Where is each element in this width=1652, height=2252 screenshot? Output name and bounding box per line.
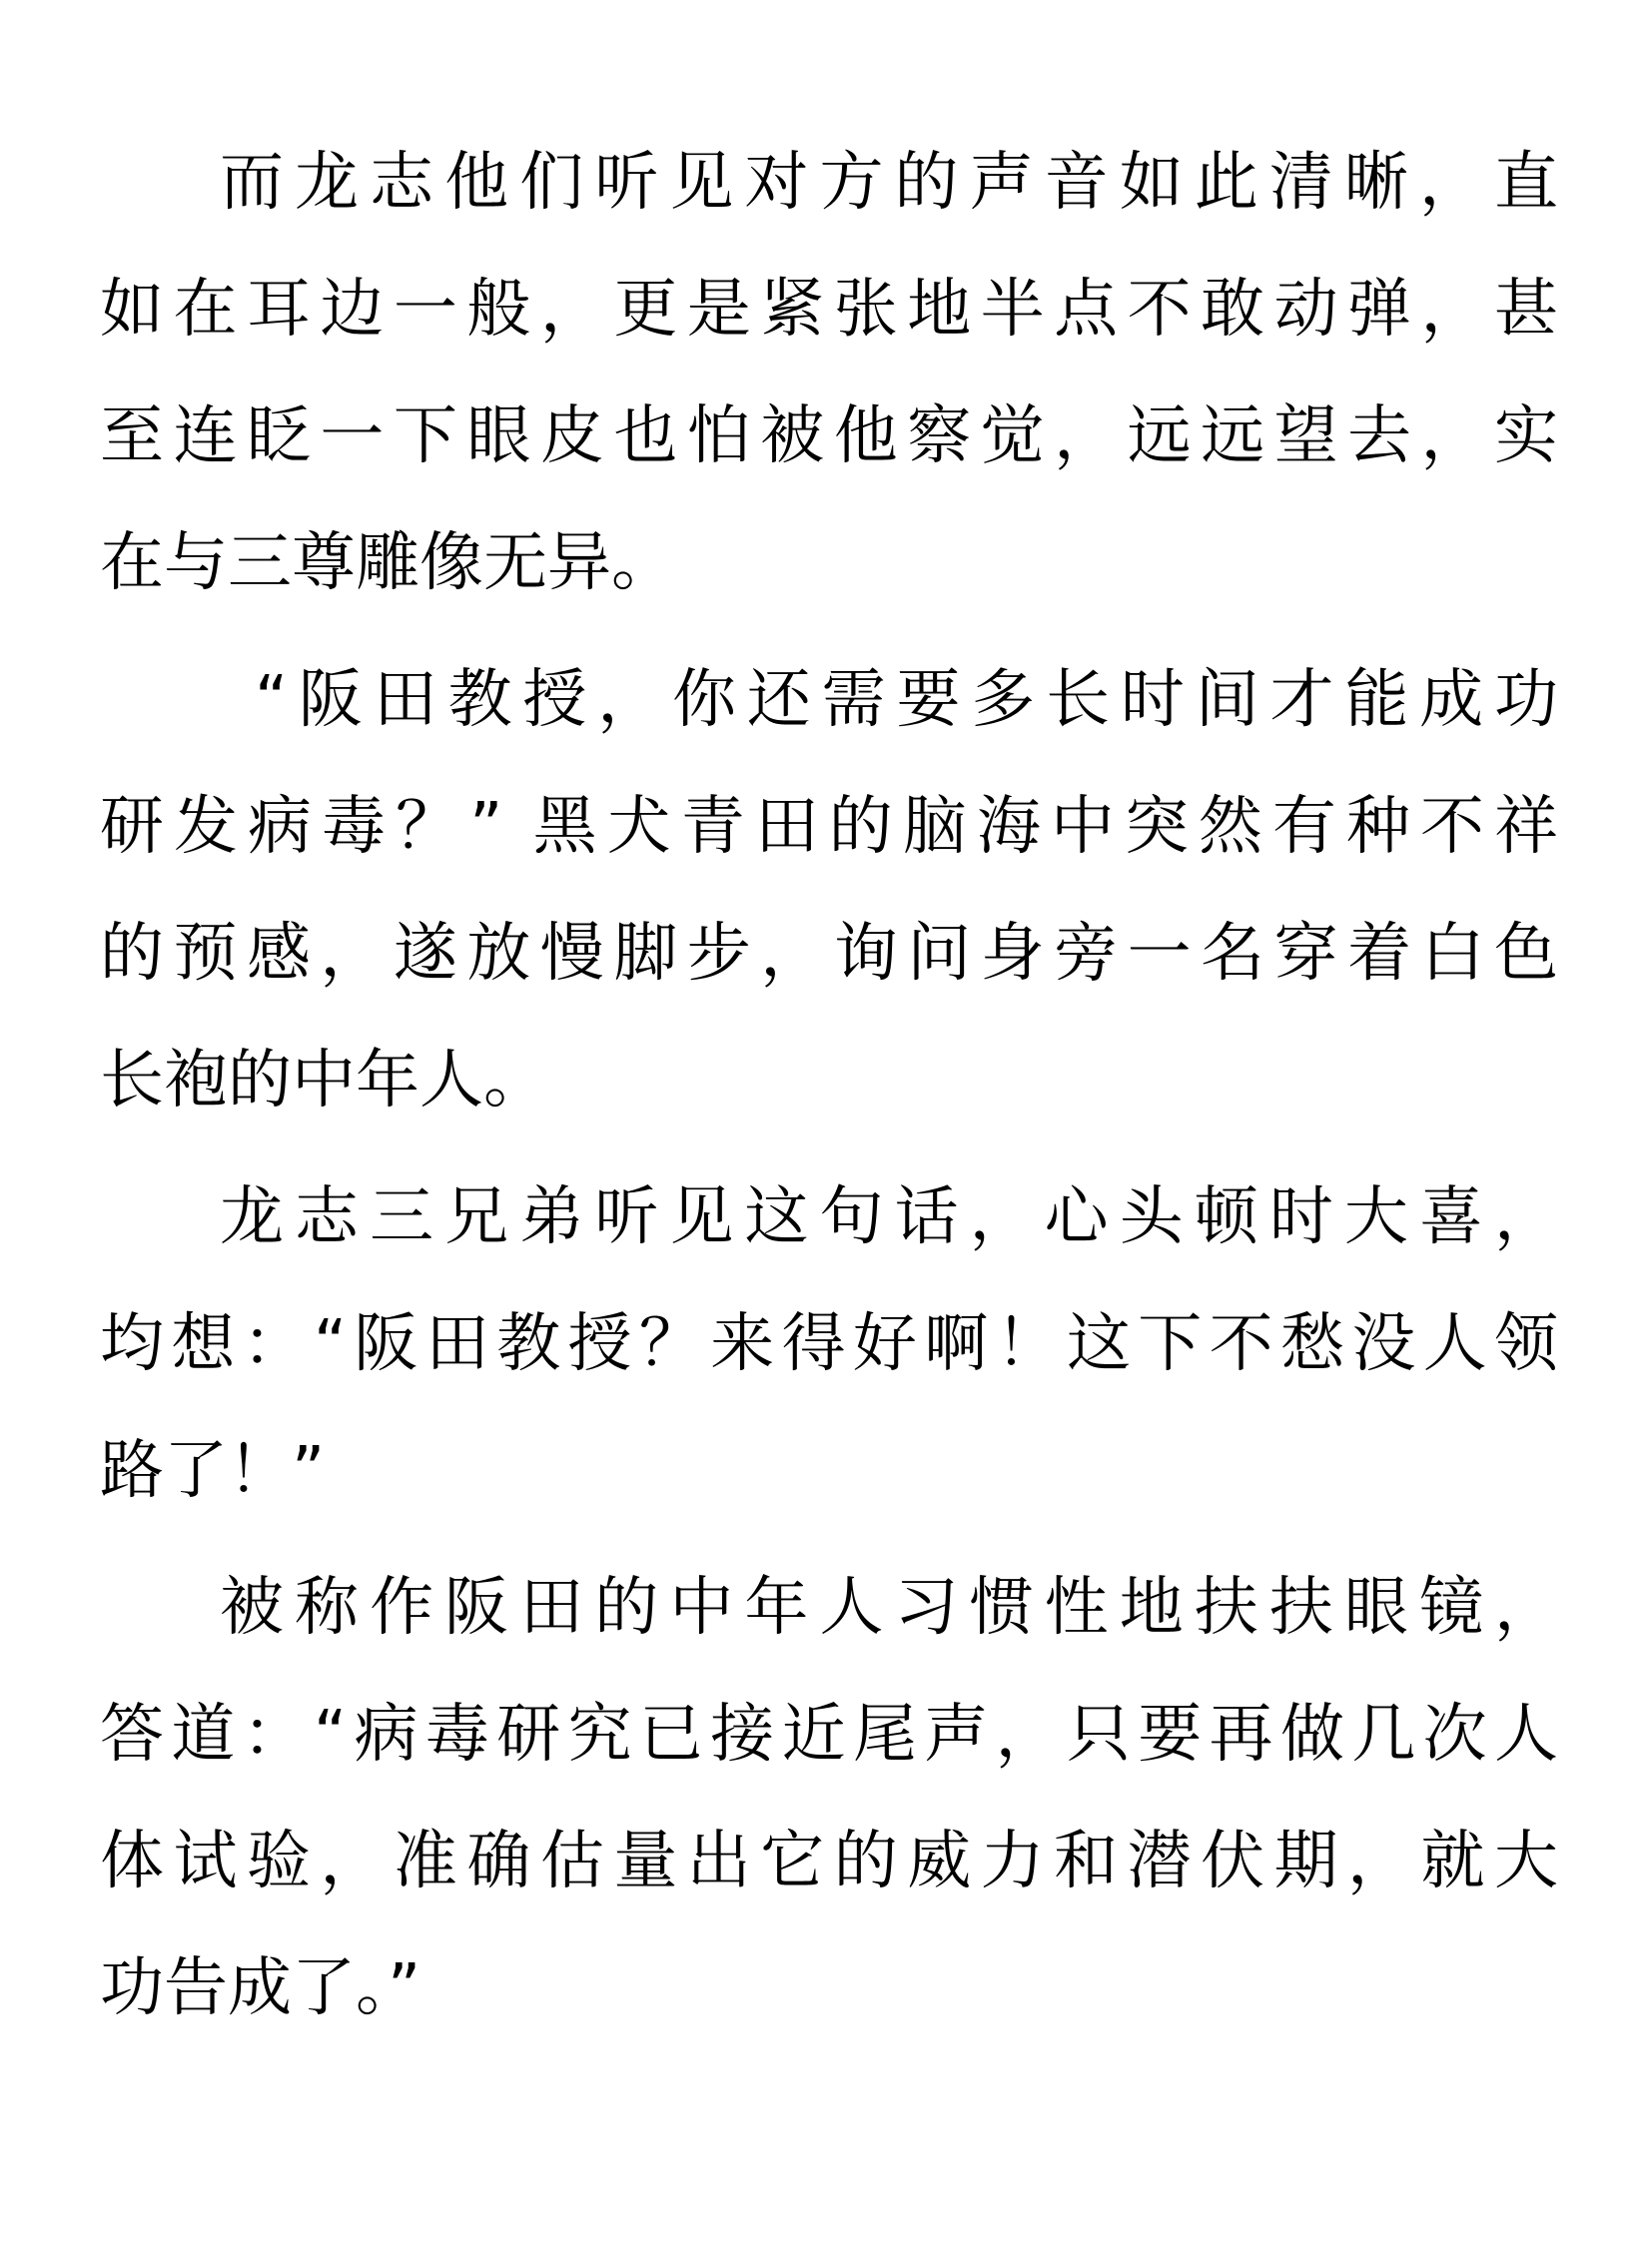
paragraph-2-line-4: 长袍的中年人。 <box>100 1044 547 1118</box>
paragraph-4-line-4: 功告成了。” <box>100 1951 421 2025</box>
paragraph-1-line-1: 而龙志他们听见对方的声音如此清晰，直 <box>220 146 1558 220</box>
paragraph-3-line-2: 均想：“阪田教授？来得好啊！这下不愁没人领 <box>100 1307 1558 1381</box>
paragraph-4-line-2: 答道：“病毒研究已接近尾声，只要再做几次人 <box>100 1698 1558 1772</box>
paragraph-2-line-1: “阪田教授，你还需要多长时间才能成功 <box>255 663 1558 737</box>
paragraph-1-line-4: 在与三尊雕像无异。 <box>100 526 675 600</box>
paragraph-3-line-1: 龙志三兄弟听见这句话，心头顿时大喜， <box>220 1180 1558 1254</box>
paragraph-4-line-1: 被称作阪田的中年人习惯性地扶扶眼镜， <box>220 1571 1558 1645</box>
paragraph-4-line-3: 体试验，准确估量出它的威力和潜伏期，就大 <box>100 1825 1558 1898</box>
paragraph-3-line-3: 路了！” <box>100 1434 326 1508</box>
paragraph-1-line-2: 如在耳边一般，更是紧张地半点不敢动弹，甚 <box>100 273 1558 347</box>
paragraph-1-line-3: 至连眨一下眼皮也怕被他察觉，远远望去，实 <box>100 399 1558 473</box>
paragraph-2-line-3: 的预感，遂放慢脚步，询问身旁一名穿着白色 <box>100 917 1558 991</box>
paragraph-2-line-2: 研发病毒？” 黑犬青田的脑海中突然有种不祥 <box>100 790 1558 864</box>
